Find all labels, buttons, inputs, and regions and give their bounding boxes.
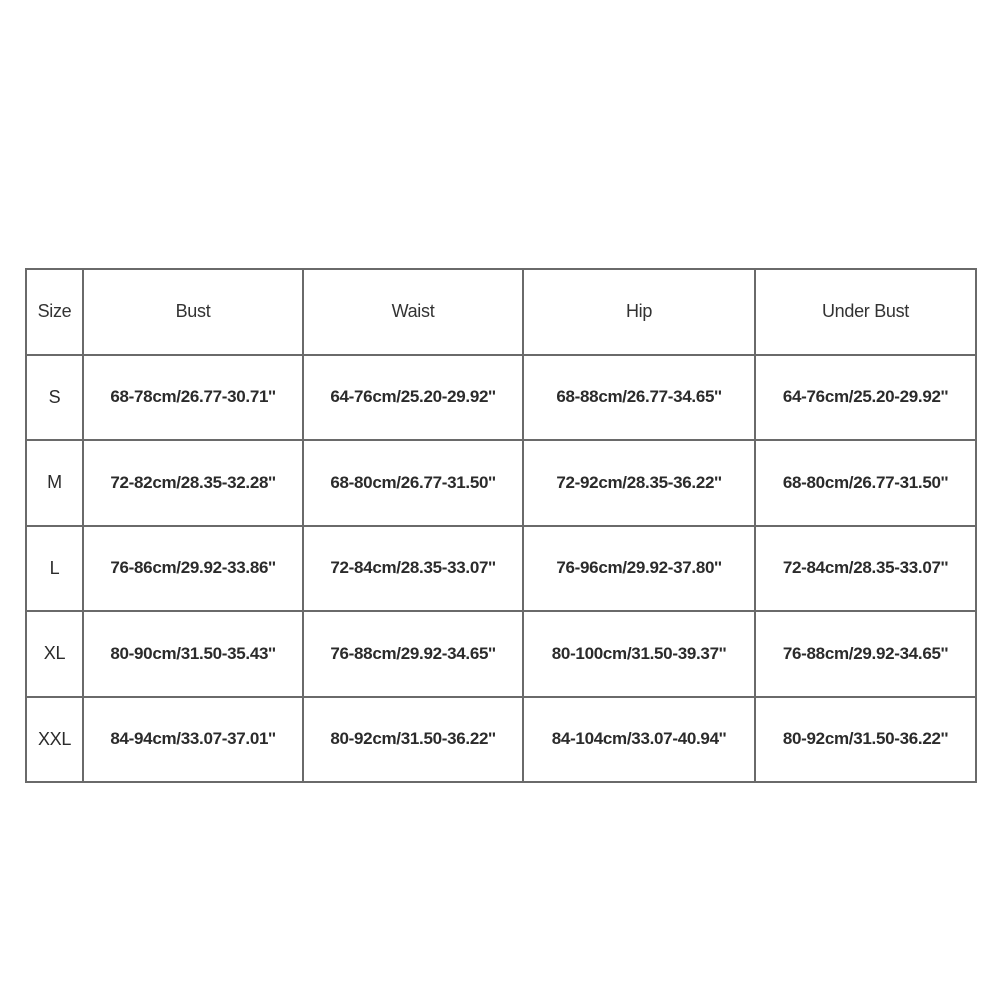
waist-cell: 72-84cm/28.35-33.07''	[303, 526, 523, 612]
under-bust-cell: 72-84cm/28.35-33.07''	[755, 526, 976, 612]
bust-cell: 84-94cm/33.07-37.01''	[83, 697, 303, 783]
size-cell: XL	[26, 611, 83, 697]
header-bust: Bust	[83, 269, 303, 355]
waist-cell: 68-80cm/26.77-31.50''	[303, 440, 523, 526]
hip-cell: 84-104cm/33.07-40.94''	[523, 697, 755, 783]
size-cell: L	[26, 526, 83, 612]
hip-cell: 68-88cm/26.77-34.65''	[523, 355, 755, 441]
bust-cell: 80-90cm/31.50-35.43''	[83, 611, 303, 697]
under-bust-cell: 68-80cm/26.77-31.50''	[755, 440, 976, 526]
table-row	[26, 697, 976, 783]
size-cell: XXL	[26, 697, 83, 783]
header-hip: Hip	[523, 269, 755, 355]
header-waist: Waist	[303, 269, 523, 355]
table-header-row	[26, 269, 976, 355]
waist-cell: 76-88cm/29.92-34.65''	[303, 611, 523, 697]
under-bust-cell: 80-92cm/31.50-36.22''	[755, 697, 976, 783]
table-row	[26, 440, 976, 526]
size-cell: S	[26, 355, 83, 441]
waist-cell: 64-76cm/25.20-29.92''	[303, 355, 523, 441]
bust-cell: 72-82cm/28.35-32.28''	[83, 440, 303, 526]
hip-cell: 76-96cm/29.92-37.80''	[523, 526, 755, 612]
under-bust-cell: 76-88cm/29.92-34.65''	[755, 611, 976, 697]
bust-cell: 76-86cm/29.92-33.86''	[83, 526, 303, 612]
under-bust-cell: 64-76cm/25.20-29.92''	[755, 355, 976, 441]
header-size: Size	[26, 269, 83, 355]
table-row	[26, 526, 976, 612]
hip-cell: 72-92cm/28.35-36.22''	[523, 440, 755, 526]
table-row	[26, 355, 976, 441]
table-row	[26, 611, 976, 697]
header-under-bust: Under Bust	[755, 269, 976, 355]
hip-cell: 80-100cm/31.50-39.37''	[523, 611, 755, 697]
size-chart-table	[25, 268, 977, 783]
size-cell: M	[26, 440, 83, 526]
waist-cell: 80-92cm/31.50-36.22''	[303, 697, 523, 783]
bust-cell: 68-78cm/26.77-30.71''	[83, 355, 303, 441]
